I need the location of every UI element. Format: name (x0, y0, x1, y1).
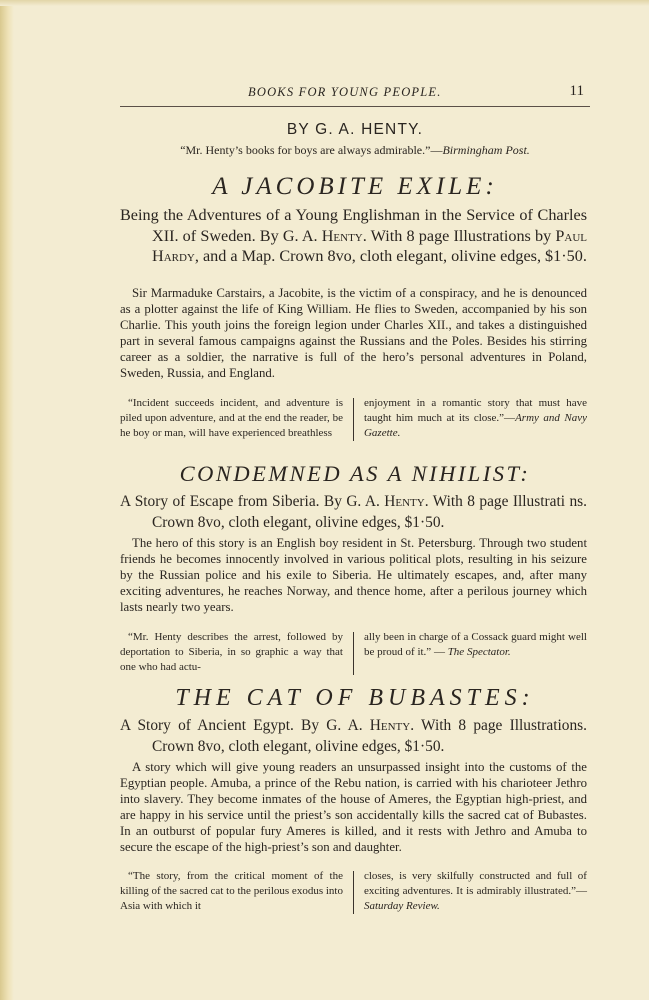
quote-right-column (364, 396, 587, 441)
page-edge-top (0, 0, 649, 6)
book-synopsis: Sir Marmaduke Carstairs, a Jacobite, is the victim of a conspiracy, and he is denounced as a plotter against the life of King William. He flies to Sweden, accompanied by his son Charlie. This youth joins the foreign legion under Charles XII., and takes a distinguished part in several famous campaigns against the Russians and the Poles. Besides his stirring career as a soldier, the narrative is full of the hero’s personal adventures in Poland, Sweden, Russia, and England. (120, 286, 587, 380)
quote-text: closes, is very skilfully constructed and full of exciting adventures. It is admirably illustrated.”— (363, 870, 587, 897)
tagline (120, 143, 590, 158)
running-head (120, 85, 588, 103)
desc-text: A Story of Escape from Siberia. By G. A. (120, 493, 385, 510)
book-description (120, 205, 587, 267)
review-quote (120, 396, 587, 441)
book-synopsis: The hero of this story is an English boy resident in St. Petersburg. Through two student friends he becomes innocently involved in various political plots, resulting in his seizure by the Russian police and his exile to Siberia. He ultimately escapes, and, after many exciting adventures, he reaches Norway, and thence home, after a perilous journey which lasts nearly two years. (120, 536, 587, 614)
review-quote (120, 869, 587, 914)
tagline-source: Birmingham Post. (442, 143, 530, 157)
desc-author: Henty (369, 717, 411, 734)
author-heading: BY G. A. HENTY. (286, 121, 424, 138)
quote-right-column (364, 869, 587, 914)
book-title-condemned-as-a-nihilist: CONDEMNED AS A NIHILIST: (179, 461, 531, 486)
book-title-jacobite-exile: A JACOBITE EXILE: (212, 173, 498, 200)
book-description (120, 492, 587, 533)
desc-author: Henty (384, 493, 425, 510)
page-number: 11 (569, 83, 584, 99)
quote-left-column: “Incident succeeds incident, and adventure is piled upon adventure, and at the end the reader, be he boy or man, will have experienced breathless (120, 397, 343, 439)
review-quote (120, 630, 587, 675)
desc-illustrator: Paul Hardy (152, 226, 587, 265)
quote-source: Saturday Review. (363, 900, 440, 912)
book-synopsis: A story which will give young readers an unsurpassed insight into the customs of the Egyptian people. Amuba, a prince of the Rebu nation, is carried with his charioteer Jethro into slavery. They become inmates of the house of Ameres, the Egyptian high-priest, and are happy in his service until the priest’s son accidentally kills the sacred cat of Bubastes. In an outburst of popular fury Ameres is killed, and it rests with Jethro and Amuba to secure the escape of the high-priest’s son and daughter. (120, 760, 587, 854)
column-divider (353, 871, 354, 914)
desc-text: . With 8 page Illustrations. Crown 8vo, cloth elegant, olivine edges, $1·50. (152, 717, 587, 755)
quote-source: Army and Navy Gazette. (363, 412, 587, 439)
tagline-text: “Mr. Henty’s books for boys are always admirable.”— (180, 143, 443, 157)
quote-right-column (364, 630, 587, 675)
desc-text: Being the Adventures of a Young Englishman in the Service of Charles XII. of Sweden. By G. A. (120, 206, 587, 245)
desc-text: A Story of Ancient Egypt. By G. A. (120, 717, 370, 734)
desc-author: Henty (321, 226, 363, 245)
book-description (120, 716, 587, 757)
running-title: BOOKS FOR YOUNG PEOPLE. (248, 85, 442, 99)
desc-text: , and a Map. Crown 8vo, cloth elegant, olivine edges, $1·50. (194, 247, 587, 265)
quote-text: enjoyment in a romantic story that must have taught him much at its close.”— (363, 397, 587, 424)
desc-text: . With 8 page Illustrati ns. Crown 8vo, cloth elegant, olivine edges, $1·50. (152, 493, 587, 531)
column-divider (353, 632, 354, 675)
book-title-the-cat-of-bubastes: THE CAT OF BUBASTES: (175, 685, 535, 711)
quote-left-column: “Mr. Henty describes the arrest, followed by deportation to Siberia, in so graphic a way that one who had actu- (120, 631, 343, 673)
quote-text: ally been in charge of a Cossack guard might well be proud of it.” — (363, 631, 587, 658)
desc-text: . With 8 page Illustrations by (362, 226, 556, 245)
quote-left-column: “The story, from the critical moment of the killing of the sacred cat to the perilous exodus into Asia with which it (120, 870, 343, 912)
page-edge-left (0, 0, 14, 1000)
column-divider (353, 398, 354, 441)
header-rule (120, 106, 590, 107)
quote-source: The Spectator. (447, 646, 511, 658)
